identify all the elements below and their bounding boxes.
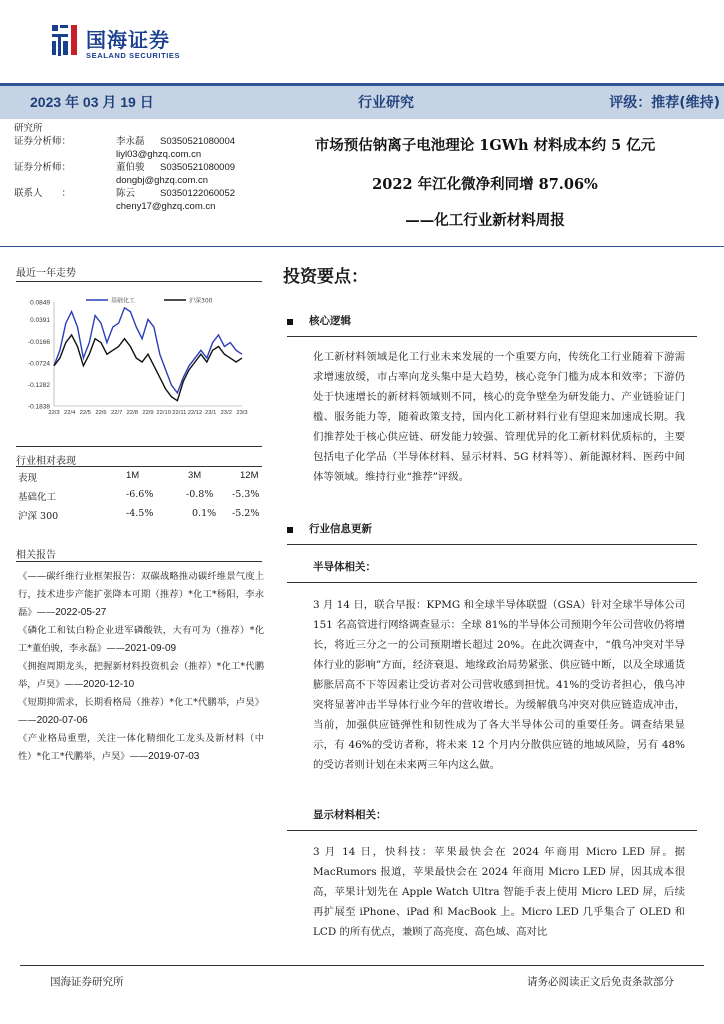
x-tick-label: 22/5 xyxy=(79,410,91,416)
section-title-industry: 行业信息更新 xyxy=(309,523,372,535)
divider xyxy=(287,582,697,583)
divider xyxy=(287,830,697,831)
list-item[interactable]: 《产业格局重塑，关注一体化精细化工龙头及新材料（中性）*化工*代鹏举，卢昊》——2019-07-03 xyxy=(18,733,264,762)
related-reports xyxy=(18,568,264,766)
series-line-hs300 xyxy=(54,335,242,401)
x-tick-label: 22/11 xyxy=(172,410,187,416)
semiconductor-text: 3 月 14 日，联合早报：KPMG 和全球半导体联盟（GSA）针对全球半导体公司 151 名高管进行网络调查显示：全球 81%的半导体公司预期今年公司营收仍将增长，将近三分之一的公司预期增长超过 20%。在此次调查中，“俄乌冲突对半导体行业的影响”方面，经济衰退、地缘政治局势紧张、供应链中断，以及全球通货膨胀居高不下等因素让受访者对公司营收感到担忧。41%的受访者担心，俄乌冲突将显著冲击半导体行业今年的营收增长。为缓解俄乌冲突对供应链造成冲击，当前，加强供应链弹性和韧性成为了各大半导体公司的重要任务。调查结果显示，有 46%的受访者称，将未来 12 个月内分散供应链的地域风险，另有 48%的受访者则计划在未来两三年内这么做。 xyxy=(313,599,685,771)
contact-role: 联系人 ： xyxy=(14,188,72,199)
section-title-core: 核心逻辑 xyxy=(309,315,351,327)
core-logic-text: 化工新材料领域是化工行业未来发展的一个重要方向，传统化工行业随着下游需求增速放缓，市占率向龙头集中是大趋势，核心竞争门槛为成本和效率；下游仍处于快速增长的新材料领域则不同，核心的竞争壁垒为研发能力、产业链验证门槛、服务能力等，随着政策支持，国内化工新材料行业有望迎来加速成长期。我们推荐处于核心供应链、研发能力较强、管理优异的化工新材料优质标的，主要包括电子化学品（半导体材料、显示材料、5G 材料等）、新能源材料、医药中间体等领域。维持行业“推荐”评级。 xyxy=(313,351,685,483)
analyst-email[interactable]: liyl03@ghzq.com.cn xyxy=(116,149,202,160)
y-tick-label: -0.0724 xyxy=(27,360,50,368)
analyst-license: S0350521080009 xyxy=(160,162,236,173)
bullet-icon xyxy=(287,527,293,533)
perf-cell: -5.3% xyxy=(232,489,260,500)
divider xyxy=(287,336,697,337)
report-title-line3: ——化工行业新材料周报 xyxy=(405,212,565,229)
analyst-block xyxy=(14,122,264,213)
perf-cell: -0.8% xyxy=(186,489,214,500)
x-tick-label: 22/8 xyxy=(126,410,138,416)
y-tick-label: -0.1282 xyxy=(27,381,50,389)
report-title-line1: 市场预估钠离子电池理论 1GWh 材料成本约 5 亿元 xyxy=(314,137,656,154)
perf-header-row xyxy=(16,467,264,486)
perf-table xyxy=(16,467,264,524)
analyst-role: 证券分析师： xyxy=(14,162,72,173)
x-tick-label: 22/7 xyxy=(111,410,123,416)
x-tick-label: 23/2 xyxy=(220,410,232,416)
y-tick-label: -0.0166 xyxy=(27,338,50,346)
analyst-role: 证券分析师： xyxy=(14,136,72,147)
x-tick-label: 22/4 xyxy=(64,410,76,416)
perf-cell: -5.2% xyxy=(232,508,260,519)
analyst-license: S0350521080004 xyxy=(160,136,236,147)
report-title-line2: 2022 年江化微净利同增 87.06% xyxy=(372,176,598,193)
trend-heading: 最近一年走势 xyxy=(16,268,76,279)
header-band xyxy=(0,83,724,119)
list-item[interactable]: 《——碳纤维行业框架报告：双碳战略推动碳纤维景气度上行，技术进步产能扩张降本可期（推荐）*化工*杨阳，李永磊》——2022-05-27 xyxy=(18,571,264,618)
perf-header-cell: 表现 xyxy=(18,473,38,484)
contact-name: 陈云 xyxy=(116,188,136,199)
footer-divider xyxy=(20,965,704,966)
perf-header-cell: 1M xyxy=(126,470,140,481)
perf-cell: -4.5% xyxy=(126,508,154,519)
top-divider xyxy=(0,246,724,247)
x-tick-label: 22/9 xyxy=(142,410,154,416)
footer-right: 请务必阅读正文后免责条款部分 xyxy=(527,976,674,988)
sealand-logo-icon xyxy=(50,22,80,60)
perf-header-cell: 12M xyxy=(240,470,259,481)
x-tick-label: 22/6 xyxy=(95,410,107,416)
dept-label: 研究所 xyxy=(14,123,43,134)
y-tick-label: 0.0849 xyxy=(30,299,50,307)
footer-left: 国海证券研究所 xyxy=(50,976,124,988)
analyst-email[interactable]: dongbj@ghzq.com.cn xyxy=(116,175,209,186)
brand-logo xyxy=(50,22,190,66)
rating: 评级：推荐(维持) xyxy=(609,95,720,111)
perf-cell: -6.6% xyxy=(126,489,154,500)
trend-chart xyxy=(14,288,264,420)
brand-name-en: SEALAND SECURITIES xyxy=(86,51,181,60)
report-category: 行业研究 xyxy=(358,95,414,111)
report-date: 2023 年 03 月 19 日 xyxy=(30,94,154,110)
table-row xyxy=(16,486,264,505)
divider xyxy=(16,561,262,562)
contact-license: S0350122060052 xyxy=(160,188,236,199)
list-item[interactable]: 《短期抑需求，长期看格局（推荐）*化工*代鹏举，卢昊》——2020-07-06 xyxy=(18,697,264,726)
divider xyxy=(287,544,697,545)
divider xyxy=(16,281,262,282)
perf-cell: 0.1% xyxy=(192,508,217,519)
x-tick-label: 23/1 xyxy=(205,410,217,416)
y-tick-label: -0.1838 xyxy=(27,403,50,411)
divider xyxy=(16,446,262,447)
analyst-name: 董伯骏 xyxy=(116,162,145,173)
subsection-display: 显示材料相关： xyxy=(313,809,387,821)
analyst-name: 李永磊 xyxy=(116,136,145,147)
trend-chart-svg xyxy=(14,288,264,420)
display-text: 3 月 14 日，快科技：苹果最快会在 2024 年商用 Micro LED 屏。据 MacRumors 报道，苹果最快会在 2024 年商用 Micro LED 屏，因其成本很高，苹果计划先在 Apple Watch Ultra 智能手表上使用 Micro LED 屏，后续再扩展至 iPhone、iPad 和 MacBook 上。Micro LED 几乎集合了 OLED 和 LCD 的所有优点，兼顾了高亮度、高色域、高对比 xyxy=(313,846,685,938)
x-tick-label: 22/10 xyxy=(156,410,171,416)
legend-label: 基础化工 xyxy=(111,297,136,305)
x-tick-label: 22/12 xyxy=(187,410,203,416)
perf-header-cell: 3M xyxy=(188,470,202,481)
table-row xyxy=(16,505,264,524)
subsection-semiconductor: 半导体相关： xyxy=(313,561,376,573)
related-heading: 相关报告 xyxy=(16,550,56,561)
perf-cell: 沪深 300 xyxy=(18,511,59,522)
key-points-title: 投资要点： xyxy=(283,267,368,287)
contact-email[interactable]: cheny17@ghzq.com.cn xyxy=(116,201,216,212)
perf-cell: 基础化工 xyxy=(18,492,57,503)
x-tick-label: 22/3 xyxy=(48,410,60,416)
brand-name-cn: 国海证券 xyxy=(86,28,170,52)
perf-heading: 行业相对表现 xyxy=(16,456,76,467)
list-item[interactable]: 《磷化工和钛白粉企业进军磷酸铁，大有可为（推荐）*化工*董伯骏，李永磊》——2021-09-09 xyxy=(18,625,264,654)
legend-label: 沪深300 xyxy=(189,297,213,305)
y-tick-label: 0.0391 xyxy=(30,317,50,325)
list-item[interactable]: 《拥抱周期龙头，把握新材料投资机会（推荐）*化工*代鹏举，卢昊》——2020-12-10 xyxy=(18,661,264,690)
x-tick-label: 23/3 xyxy=(236,410,248,416)
bullet-icon xyxy=(287,319,293,325)
